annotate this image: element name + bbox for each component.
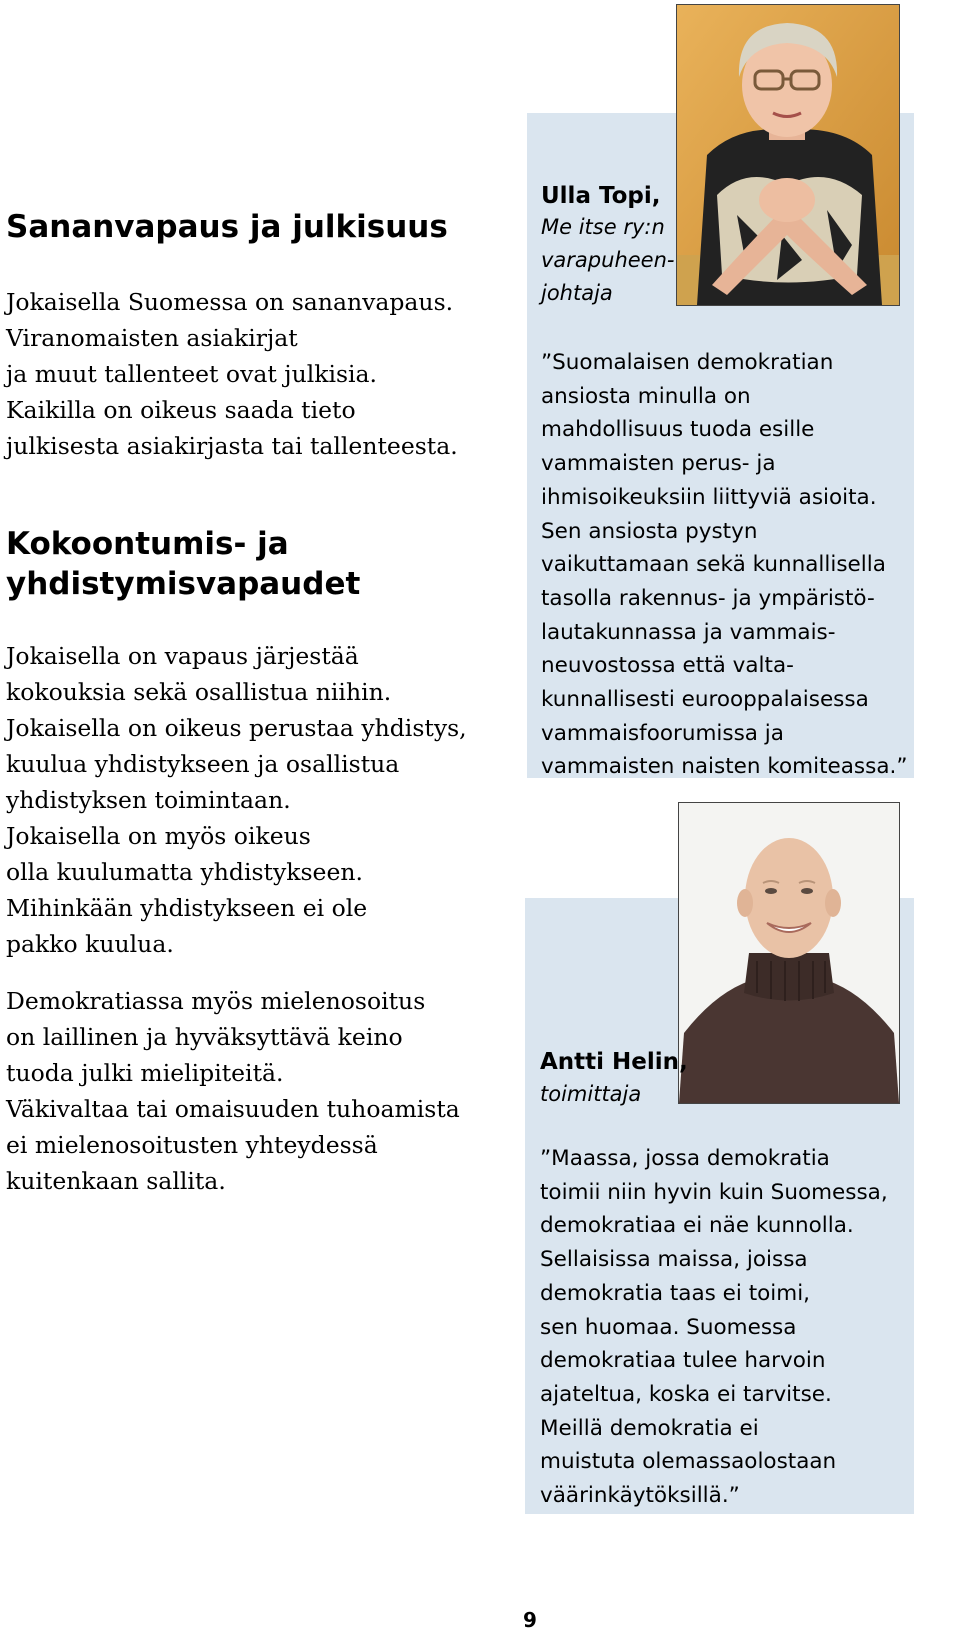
page-number: 9 [523, 1608, 537, 1632]
section-heading-assembly-line2: yhdistymisvapaudet [6, 566, 361, 602]
quote-text-ulla-topi: ”Suomalaisen demokratian ansiosta minulla on mahdollisuus tuoda esille vammaisten perus- ja ihmisoikeuksiin liittyviä asioita. Sen ansiosta pystyn vaikuttamaan sekä kunnallisella tasolla rakennus- ja ympäristö- lautakunnassa ja vammais- neuvostossa että valta- kunnallisesti eurooppalaisessa vammaisfoorumissa ja vammaisten naisten komiteassa.” [541, 350, 908, 780]
section-heading-freedom-of-speech: Sananvapaus ja julkisuus [6, 209, 448, 245]
quote-author-role-ulla-topi: Me itse ry:n varapuheen- johtaja [541, 215, 675, 305]
portrait-antti-helin-image [679, 803, 899, 1103]
quote-text-antti-helin: ”Maassa, jossa demokratia toimii niin hyvin kuin Suomessa, demokratiaa ei näe kunnolla. Sellaisissa maissa, joissa demokratia taas ei toimi, sen huomaa. Suomessa demokratiaa tulee harvoin ajateltua, koska ei tarvitse. Meillä demokratia ei muistuta olemassaolostaan väärinkäytöksillä.” [540, 1146, 888, 1509]
quote-author-name-antti-helin: Antti Helin, [540, 1049, 688, 1075]
paragraph-assembly-rights: Jokaisella on vapaus järjestää kokouksia sekä osallistua niihin. Jokaisella on oikeus perustaa yhdistys, kuulua yhdistykseen ja osallistua yhdistyksen toimintaan. Jokaisella on myös oikeus olla kuulumatta yhdistykseen. Mihinkään yhdistykseen ei ole pakko kuulua. [6, 642, 467, 958]
portrait-ulla-topi-image [677, 5, 899, 305]
portrait-ulla-topi [676, 4, 900, 306]
portrait-antti-helin [678, 802, 900, 1104]
paragraph-freedom-of-speech: Jokaisella Suomessa on sananvapaus. Viranomaisten asiakirjat ja muut tallenteet ovat julkisia. Kaikilla on oikeus saada tieto julkisesta asiakirjasta tai tallenteesta. [6, 288, 458, 460]
section-heading-assembly-line1: Kokoontumis- ja [6, 526, 289, 562]
quote-author-role-antti-helin: toimittaja [540, 1082, 642, 1106]
paragraph-demonstrations: Demokratiassa myös mielenosoitus on laillinen ja hyväksyttävä keino tuoda julki mielipiteitä. Väkivaltaa tai omaisuuden tuhoamista ei mielenosoitusten yhteydessä kuitenkaan sallita. [6, 987, 460, 1195]
quote-author-name-ulla-topi: Ulla Topi, [541, 183, 661, 209]
